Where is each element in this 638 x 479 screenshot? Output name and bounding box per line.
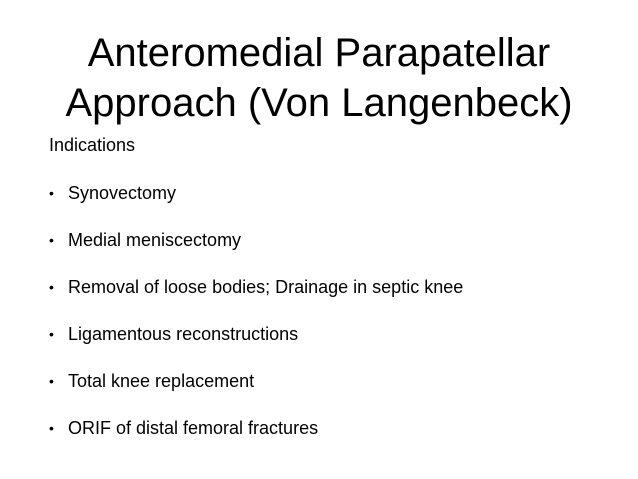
list-item-text: Synovectomy bbox=[68, 183, 177, 203]
slide-title-line-1: Anteromedial Parapatellar bbox=[87, 31, 551, 75]
bullet-icon: • bbox=[49, 279, 54, 295]
list-item-text: Ligamentous reconstructions bbox=[68, 324, 299, 344]
bullet-icon: • bbox=[49, 185, 54, 201]
bullet-icon: • bbox=[49, 373, 54, 389]
slide-title bbox=[0, 28, 638, 128]
list-item-text: Removal of loose bodies; Drainage in septic knee bbox=[68, 277, 464, 297]
bullet-icon: • bbox=[49, 420, 54, 436]
list-item-text: ORIF of distal femoral fractures bbox=[68, 418, 319, 438]
slide-title-line-2: Approach (Von Langenbeck) bbox=[65, 81, 573, 125]
bullet-icon: • bbox=[49, 326, 54, 342]
indications-heading: Indications bbox=[49, 135, 136, 155]
bullet-icon: • bbox=[49, 232, 54, 248]
list-item-text: Total knee replacement bbox=[68, 371, 255, 391]
list-item-text: Medial meniscectomy bbox=[68, 230, 242, 250]
